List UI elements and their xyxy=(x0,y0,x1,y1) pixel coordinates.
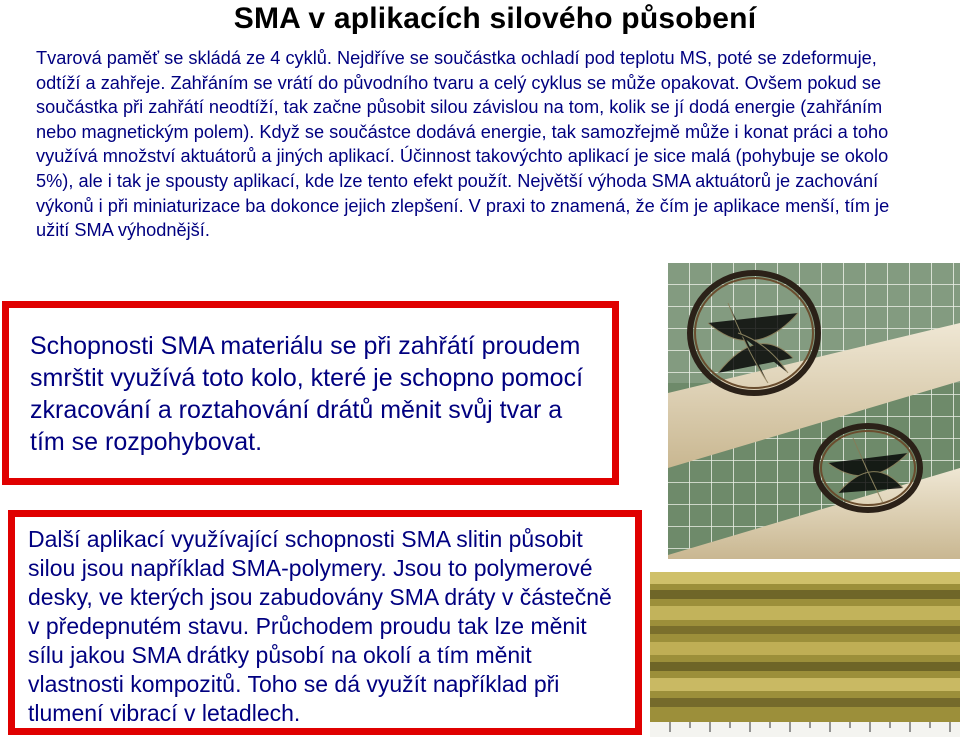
sma-wheel-photo xyxy=(668,263,960,559)
wheel-callout-box: Schopnosti SMA materiálu se při zahřátí proudem smrštit využívá toto kolo, které je schopno pomocí zkracování a roztahování drátů měnit svůj tvar a tím se rozpohybovat. xyxy=(2,301,619,485)
page-title: SMA v aplikacích silového působení xyxy=(233,2,757,35)
intro-paragraph: Tvarová paměť se skládá ze 4 cyklů. Nejdříve se součástka ochladí pod teplotu MS, poté se zdeformuje, odtíží a zahřeje. Zahřáním se vrátí do původního tvaru a celý cyklus se může opakovat. Ovšem pokud se součástka při zahřátí neodtíží, tak začne působit silou závislou na tom, kolik se jí dodá energie (zahřáním nebo magnetickým polem). Když se součástce dodává energie, tak samozřejmě může i konat práci a toho využívá množství aktuátorů a jiných aplikací. Účinnost takovýchto aplikací je sice malá (pohybuje se okolo 5%), ale i tak je spousty aplikací, kde lze tento efekt použít. Největší výhoda SMA aktuátorů je zachování výkonů i při miniaturizace ba dokonce jejich zlepšení. V praxi to znamená, že čím je aplikace menší, tím je užití SMA výhodnější. xyxy=(36,48,890,241)
polymer-callout-box: Další aplikací využívající schopnosti SMA slitin působit silou jsou například SMA-polymery. Jsou to polymerové desky, ve kterých jsou zabudovány SMA dráty v částečně v předepnutém stavu. Průchodem proudu tak lze měnit sílu jakou SMA drátky působí na okolí a tím měnit vlastnosti kompozitů. Toho se dá využít například při tlumení vibrací v letadlech. xyxy=(8,510,642,735)
sma-polymer-photo xyxy=(650,566,960,737)
